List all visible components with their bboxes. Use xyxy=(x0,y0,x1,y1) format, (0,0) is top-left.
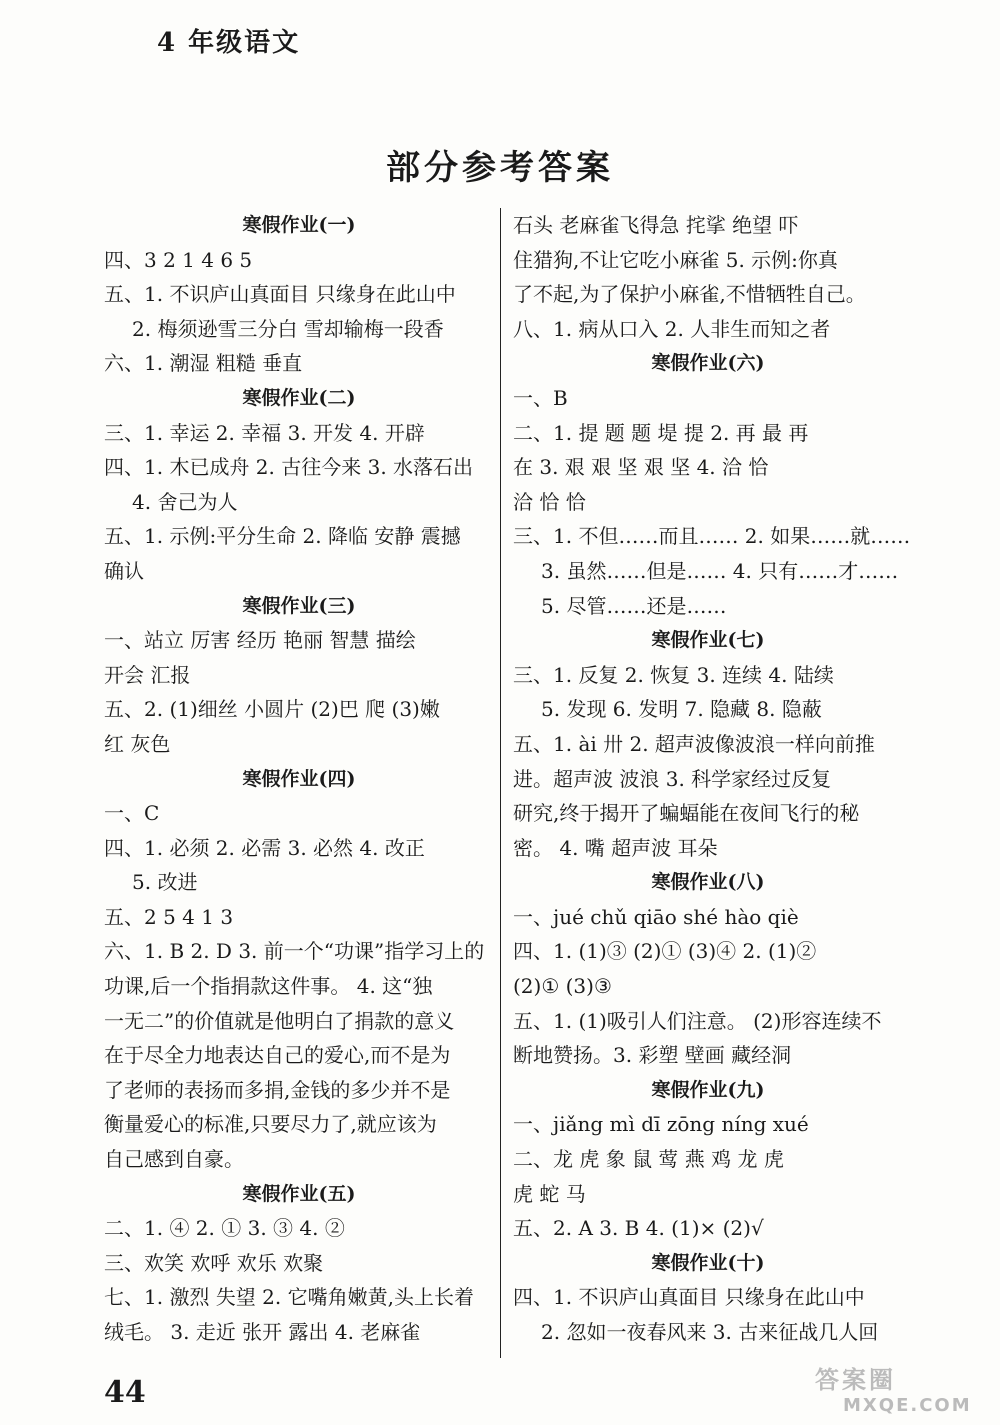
answer-line: 二、1. ④ 2. ① 3. ③ 4. ② xyxy=(104,1216,345,1241)
answer-line: 在于尽全力地表达自己的爱心,而不是为 xyxy=(104,1043,451,1068)
answer-line: 开会 汇报 xyxy=(104,662,191,687)
answer-line: 三、1. 幸运 2. 幸福 3. 开发 4. 开辟 xyxy=(104,420,425,445)
section-heading: 寒假作业(一) xyxy=(242,214,356,236)
answer-line: 六、1. 潮湿 粗糙 垂直 xyxy=(104,351,303,376)
section-heading: 寒假作业(五) xyxy=(242,1182,356,1205)
answer-line: 衡量爱心的标准,只要尽力了,就应该为 xyxy=(104,1112,437,1137)
answer-line: 五、1. 示例:平分生命 2. 降临 安静 震撼 xyxy=(104,524,461,549)
answer-line: 八、1. 病从口入 2. 人非生而知之者 xyxy=(513,316,831,341)
answer-line: 2. 梅须逊雪三分白 雪却输梅一段香 xyxy=(132,316,444,341)
answer-line: 二、龙 虎 象 鼠 莺 燕 鸡 龙 虎 xyxy=(513,1147,784,1172)
answer-line: 石头 老麻雀飞得急 挓挲 绝望 吓 xyxy=(513,213,799,237)
page-number: 44 xyxy=(104,1375,146,1410)
watermark-url: MXQE.COM xyxy=(843,1395,972,1416)
answer-line: 断地赞扬。3. 彩塑 壁画 藏经洞 xyxy=(513,1043,792,1068)
answer-line: 5. 发现 6. 发明 7. 隐藏 8. 隐蔽 xyxy=(541,697,822,722)
answer-line: 一、C xyxy=(104,801,160,826)
answer-line: 六、1. B 2. D 3. 前一个“功课”指学习上的 xyxy=(104,939,485,964)
answer-line: 一、B xyxy=(513,385,568,410)
section-heading: 寒假作业(七) xyxy=(651,629,765,652)
section-heading: 寒假作业(二) xyxy=(242,386,356,409)
section-heading: 寒假作业(三) xyxy=(242,594,356,617)
answer-line: 三、1. 反复 2. 恢复 3. 连续 4. 陆续 xyxy=(513,662,834,687)
answer-line: 研究,终于揭开了蝙蝠能在夜间飞行的秘 xyxy=(513,801,860,826)
section-heading: 寒假作业(四) xyxy=(242,767,356,790)
answer-line: 一、jiǎng mì dī zōng níng xué xyxy=(513,1112,809,1137)
answer-line: 四、1. 木已成舟 2. 古往今来 3. 水落石出 xyxy=(104,455,474,480)
page-header: 4 年级语文 xyxy=(157,28,301,58)
answer-line: 二、1. 提 题 题 堤 提 2. 再 最 再 xyxy=(513,420,809,445)
answer-line: 一、jué chǔ qiāo shé hào qiè xyxy=(513,904,799,929)
answer-line: 三、欢笑 欢呼 欢乐 欢聚 xyxy=(104,1250,324,1275)
answer-line: 5. 改进 xyxy=(132,870,198,895)
answer-line: 五、1. 不识庐山真面目 只缘身在此山中 xyxy=(104,282,456,307)
answer-line: 四、3 2 1 4 6 5 xyxy=(104,247,253,272)
watermark-title: 答案圈 xyxy=(815,1366,896,1394)
answer-line: 在 3. 艰 艰 坚 艰 坚 4. 洽 恰 xyxy=(513,455,769,480)
answer-line: 了老师的表扬而多捐,金钱的多少并不是 xyxy=(104,1077,451,1102)
answer-column-right xyxy=(513,208,911,1350)
answer-line: 自己感到自豪。 xyxy=(104,1147,244,1172)
answer-line: 确认 xyxy=(104,558,144,583)
answer-line: 5. 尽管……还是…… xyxy=(541,593,727,618)
column-divider xyxy=(500,208,501,1358)
answer-column-left xyxy=(104,208,494,1350)
answer-line: 洽 恰 恰 xyxy=(513,489,586,514)
section-heading: 寒假作业(九) xyxy=(651,1078,765,1101)
answer-line: 功课,后一个指捐款这件事。 4. 这“独 xyxy=(104,974,433,999)
answer-line: 住猎狗,不让它吃小麻雀 5. 示例:你真 xyxy=(513,247,838,272)
answer-line: 五、2. (1)细丝 小圆片 (2)巴 爬 (3)嫩 xyxy=(104,697,440,722)
answer-line: 四、1. 不识庐山真面目 只缘身在此山中 xyxy=(513,1285,865,1310)
answer-line: 了不起,为了保护小麻雀,不惜牺牲自己。 xyxy=(513,282,866,307)
answer-line: 进。超声波 波浪 3. 科学家经过反复 xyxy=(513,766,832,791)
answer-line: 红 灰色 xyxy=(104,731,171,756)
answer-line: 虎 蛇 马 xyxy=(513,1181,586,1206)
answer-line: 五、1. (1)吸引人们注意。 (2)形容连续不 xyxy=(513,1008,882,1033)
page-title: 部分参考答案 xyxy=(386,148,614,188)
watermark-logo xyxy=(815,1360,972,1416)
answer-line: 2. 忽如一夜春风来 3. 古来征战几人回 xyxy=(541,1320,879,1344)
answer-line: 五、2 5 4 1 3 xyxy=(104,904,234,929)
answer-line: 一、站立 厉害 经历 艳丽 智慧 描绘 xyxy=(104,628,416,653)
section-heading: 寒假作业(六) xyxy=(651,352,765,375)
answer-line: 七、1. 激烈 失望 2. 它嘴角嫩黄,头上长着 xyxy=(104,1285,474,1310)
answer-line: 五、1. ài 卅 2. 超声波像波浪一样向前推 xyxy=(513,731,875,756)
section-heading: 寒假作业(十) xyxy=(651,1251,765,1274)
section-heading: 寒假作业(八) xyxy=(651,871,765,894)
answer-line: 4. 舍己为人 xyxy=(132,489,238,514)
answer-line: 绒毛。 3. 走近 张开 露出 4. 老麻雀 xyxy=(104,1320,421,1344)
answer-line: 五、2. A 3. B 4. (1)× (2)√ xyxy=(513,1216,764,1241)
answer-line: 四、1. (1)③ (2)① (3)④ 2. (1)② xyxy=(513,939,817,964)
answer-line: (2)① (3)③ xyxy=(513,974,612,999)
answer-line: 密。 4. 嘴 超声波 耳朵 xyxy=(513,835,718,860)
answer-line: 一无二”的价值就是他明白了捐款的意义 xyxy=(104,1008,455,1033)
answer-line: 三、1. 不但……而且…… 2. 如果……就…… xyxy=(513,524,911,549)
answer-line: 3. 虽然……但是…… 4. 只有……才…… xyxy=(541,558,899,583)
answer-line: 四、1. 必须 2. 必需 3. 必然 4. 改正 xyxy=(104,835,425,860)
